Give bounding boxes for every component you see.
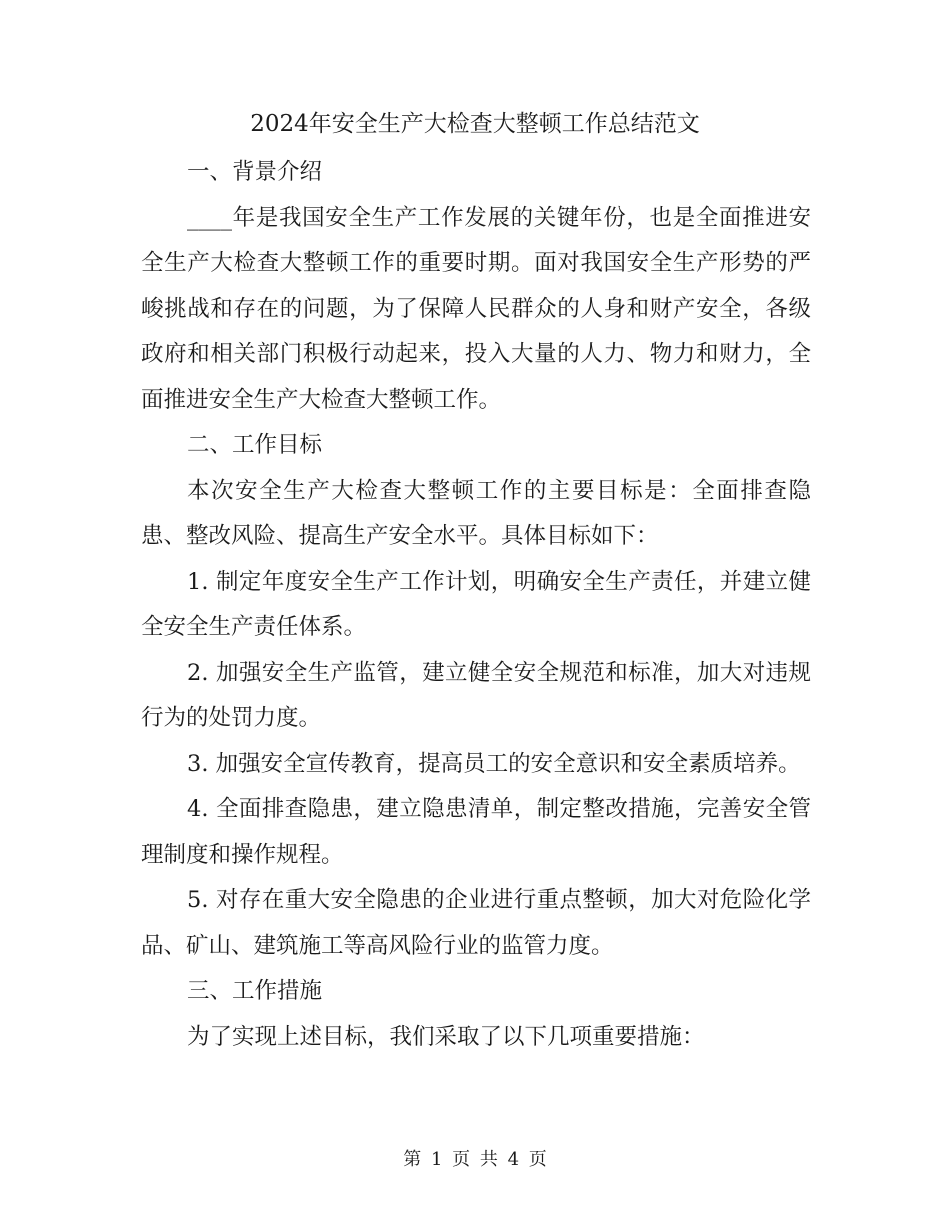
section-heading-goals: 二、工作目标	[187, 432, 323, 458]
page-indicator: 第 1 页 共 4 页	[403, 1149, 547, 1170]
document-body	[141, 150, 811, 1060]
list-item-goal-4: 4. 全面排查隐患，建立隐患清单，制定整改措施，完善安全管理制度和操作规程。	[141, 796, 811, 868]
paragraph-measures-intro: 为了实现上述目标，我们采取了以下几项重要措施：	[187, 1023, 705, 1050]
document-title: 2024年安全生产大检查大整顿工作总结范文	[250, 111, 700, 137]
section-heading-background: 一、背景介绍	[187, 159, 323, 185]
paragraph-background: ____年是我国安全生产工作发展的关键年份，也是全面推进安全生产大检查大整顿工作的重要时期。面对我国安全生产形势的严峻挑战和存在的问题，为了保障人民群众的人身和财产安全，各级政府和相关部门积极行动起来，投入大量的人力、物力和财力，全面推进安全生产大检查大整顿工作。	[141, 204, 811, 413]
list-item-goal-3: 3. 加强安全宣传教育，提高员工的安全意识和安全素质培养。	[187, 750, 801, 777]
list-item-goal-5: 5. 对存在重大安全隐患的企业进行重点整顿，加大对危险化学品、矿山、建筑施工等高风险行业的监管力度。	[141, 887, 811, 959]
section-heading-measures: 三、工作措施	[187, 978, 323, 1004]
list-item-goal-2: 2. 加强安全生产监管，建立健全安全规范和标准，加大对违规行为的处罚力度。	[141, 659, 811, 731]
paragraph-goals-intro: 本次安全生产大检查大整顿工作的主要目标是：全面排查隐患、整改风险、提高生产安全水平。具体目标如下：	[141, 477, 811, 549]
list-item-goal-1: 1. 制定年度安全生产工作计划，明确安全生产责任，并建立健全安全生产责任体系。	[141, 568, 811, 640]
